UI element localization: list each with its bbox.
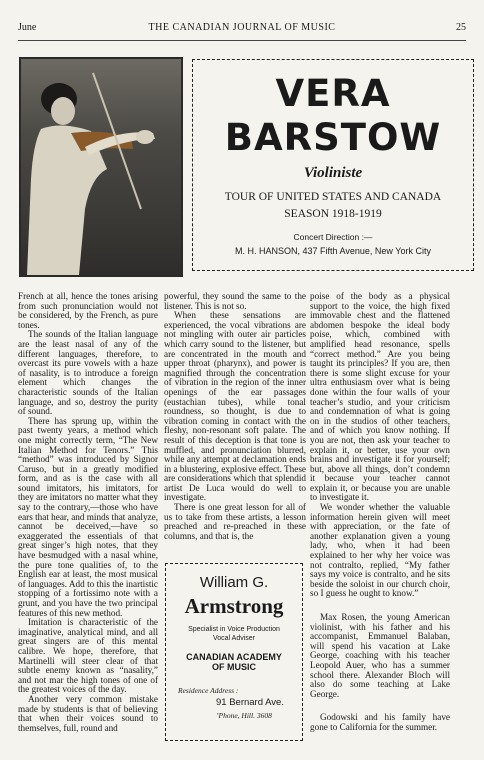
artist-first-name: VERA <box>275 72 391 115</box>
page-number: 25 <box>456 22 466 33</box>
article-column-3 <box>310 292 450 733</box>
teacher-first-name: William G. <box>199 574 269 591</box>
paragraph: There has sprung up, within the past twenty years, a method which one might correctly term, “The New Italian Method for Tenors.” This “method” was introduced by Signor Caruso, but in a greatly modified form, and as is the case with all sound imitators, his imitators, for they are imitators no matter what they say to the contrary,—those who have ears that hear, and minds that analyze, cannot be deceived,—have so exaggerated the essentials of that great singer’s high notes, that they have besmudged with a nasal whine, the pure tone qualities of, to the English ear at least, the most musical of languages. Add to this the inartistic stopping of a fortissimo note with a grunt, and you have the two principal features of this new method. <box>18 415 158 618</box>
barstow-advertisement <box>192 59 474 271</box>
header-month: June <box>18 22 37 33</box>
artist-last-name: BARSTOW <box>224 116 442 159</box>
adviser-line: Vocal Adviser <box>212 635 256 642</box>
academy-line-2: OF MUSIC <box>212 662 256 672</box>
tour-line: TOUR OF UNITED STATES AND CANADA <box>224 191 442 203</box>
artist-role: Violiniste <box>303 165 363 181</box>
paragraph: There is one great lesson for all of us to take from these artists, a lesson preached and re-preached in these columns, and that is, the <box>164 502 306 541</box>
paragraph: powerful, they sound the same to the listener. This is not so. <box>164 291 306 311</box>
article-column-1 <box>18 292 158 733</box>
phone-number: ’Phone, Hill. 3608 <box>216 711 272 720</box>
paragraph: Max Rosen, the young American violinist, with his father and his accompanist, Emmanuel Balaban, will spend his vacation at Lake George, coaching with his teacher Leopold Auer, who has a summer school there. Alexander Bloch will also do some teaching at Lake George. <box>310 612 450 699</box>
paragraph: When these sensations are experienced, the vocal vibrations are not mingling with outer air particles which carry sound to the listener, but are concentrated in the mouth and upper throat (pharynx), and power is magnified through the concentration of vibration in the region of the inner openings of the ear passages (eustachian tubes), while tonal roundness, so thought, is due to vibration coming in contact with the fleshy, non-resonant soft palate. The result of this deception is that tone is muffled, and pronunciation blurred, while any attempt at declamation ends in a blustering, explosive effect. These are considerations which that splendid artist De Luca would do well to investigate. <box>164 310 306 503</box>
teacher-last-name: Armstrong <box>184 594 284 618</box>
article-column-2 <box>164 292 306 541</box>
academy-line-1: CANADIAN ACADEMY <box>186 652 282 662</box>
page-header <box>18 22 466 38</box>
paragraph: The sounds of the Italian language are the least nasal of any of the different languages, therefore, to overcast its pure vowels with a haze of nasality, is to introduce a foreign element which changes the characteristic sounds of the Italian language, and so, destroy the purity of sound. <box>18 329 158 417</box>
paragraph: Imitation is characteristic of the imaginative, analytical mind, and all great singers are of this mental calibre. We hope, therefore, that Martinelli will steer clear of that subtle enemy known as “nasality,” and not mar the high tones of one of the greatest voices of the day. <box>18 617 158 695</box>
paragraph: Godowski and his family have gone to California for the summer. <box>310 712 450 732</box>
paragraph: Another very common mistake made by students is that of believing that when their voices sound to themselves, full, round and <box>18 693 158 733</box>
concert-direction-label: Concert Direction :— <box>293 232 373 242</box>
paragraph: French at all, hence the tones arising from such pronunciation would not be considered, by the French, as pure tones. <box>18 291 158 330</box>
paragraph: We wonder whether the valuable information herein given will meet with appreciation, or the fate of another explanation given a young lady, who, when it had been explained to her why her voice was not contralto, replied, “My father says my voice is contralto, and he sits beside the soloist in our church choir, so I guess he ought to know.” <box>310 502 450 599</box>
armstrong-advertisement <box>165 563 303 741</box>
street-address: 91 Bernard Ave. <box>216 697 284 708</box>
manager-address: M. H. HANSON, 437 Fifth Avenue, New York City <box>235 246 431 256</box>
residence-label: Residence Address : <box>178 686 239 695</box>
season-line: SEASON 1918-1919 <box>284 208 382 220</box>
paragraph: poise of the body as a physical support to the voice, the high fixed immovable chest and the flattened abdomen bespoke the ideal body poise, which, combined with amplified head resonance, spells “correct method.” Are you being taught its principles? If you are, then there is some slight excuse for your ultra enthusiasm over what is being done within the four walls of your teacher’s studio, and your criticism and condemnation of what is going on in the studios of other teachers, and of which you know nothing. If you are not, then ask your teacher to explain it, or better, use your own brains and investigate it for yourself; but, above all things, don’t condemn it because your teacher cannot explain it, or because you are unable to investigate it. <box>310 291 450 503</box>
journal-title: THE CANADIAN JOURNAL OF MUSIC <box>148 22 336 33</box>
specialty-line: Specialist in Voice Production <box>188 626 280 633</box>
header-rule <box>18 40 466 41</box>
violinist-photo <box>19 57 183 277</box>
